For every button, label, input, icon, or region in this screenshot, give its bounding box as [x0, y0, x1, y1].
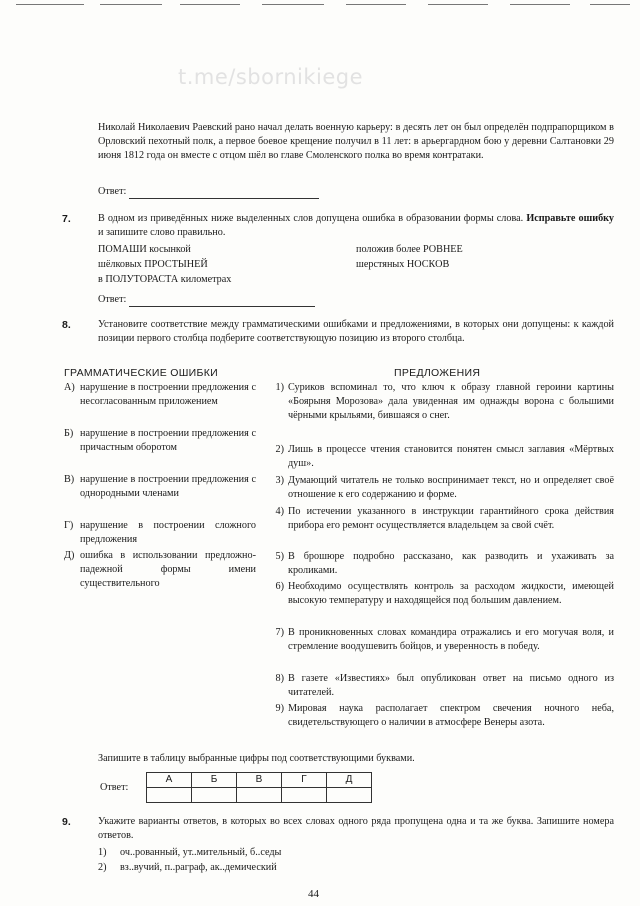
answer-table: [146, 772, 372, 803]
column-d: Д: [327, 773, 372, 788]
word-right-1: положив более РОВНЕЕ: [356, 244, 463, 255]
item-text: вз..вучий, п..раграф, ак..демический: [120, 862, 277, 873]
item-key: 2): [275, 444, 284, 455]
sentence-item-7: [268, 626, 614, 654]
column-v: В: [237, 773, 282, 788]
item-text: По истечении указанного в инструкции гарантийного срока действия прибора его ремонт осуществляется владельцем за свой счёт.: [288, 506, 614, 531]
error-item-a: [64, 381, 256, 409]
scan-line: [16, 4, 84, 5]
sentence-item-3: [268, 474, 614, 502]
answer-cell-d[interactable]: [327, 788, 372, 803]
sentence-item-5: [268, 550, 614, 578]
watermark: t.me/sbornikiege: [178, 65, 364, 89]
item-key: Г): [64, 520, 74, 531]
scan-line: [590, 4, 630, 5]
column-a: А: [147, 773, 192, 788]
word-left-2: шёлковых ПРОСТЫНЕЙ: [98, 259, 208, 270]
answer-label: Ответ:: [98, 294, 127, 305]
column-b: Б: [192, 773, 237, 788]
error-item-b: [64, 427, 256, 455]
item-key: А): [64, 382, 75, 393]
item-text: нарушение в построении предложения с причастным оборотом: [80, 428, 256, 453]
item-text: В газете «Известиях» был опубликован ответ на письмо одного из читателей.: [288, 673, 614, 698]
error-item-d: [64, 549, 256, 591]
answer-cell-g[interactable]: [282, 788, 327, 803]
intro-answer: [98, 185, 319, 199]
word-left-3: в ПОЛУТОРАСТА километрах: [98, 274, 232, 285]
sentence-item-9: [268, 702, 614, 730]
word-right-2: шерстяных НОСКОВ: [356, 259, 450, 270]
item-key: 1): [98, 847, 107, 858]
task7-answer: [98, 293, 315, 307]
scan-line: [262, 4, 324, 5]
item-text: Мировая наука располагает спектром свечения ночного неба, свидетельствующего о наличии в атмосфере Венеры азота.: [288, 703, 614, 728]
task8-instruction: Установите соответствие между грамматическими ошибками и предложениями, в которых они допущены: к каждой позиции первого столбца подберите соответствующую позицию из второго столбца.: [98, 319, 614, 344]
page-number: 44: [308, 888, 319, 900]
sentences-header: ПРЕДЛОЖЕНИЯ: [394, 367, 481, 379]
column-g: Г: [282, 773, 327, 788]
answer-label: Ответ:: [100, 782, 129, 793]
item-key: 6): [275, 581, 284, 592]
scan-line: [100, 4, 162, 5]
answer-label: Ответ:: [98, 186, 127, 197]
item-text: оч..рованный, ут..мительный, б..седы: [120, 847, 282, 858]
table-instruction: Запишите в таблицу выбранные цифры под соответствующими буквами.: [98, 753, 415, 764]
item-key: 8): [275, 673, 284, 684]
answer-cell-v[interactable]: [237, 788, 282, 803]
task9-instruction: Укажите варианты ответов, в которых во всех словах одного ряда пропущена одна и та же буква. Запишите номера ответов.: [98, 816, 614, 841]
word-left-1: ПОМАШИ косынкой: [98, 244, 191, 255]
item-key: Б): [64, 428, 74, 439]
errors-header: ГРАММАТИЧЕСКИЕ ОШИБКИ: [64, 367, 218, 379]
item-key: 5): [275, 551, 284, 562]
answer-line[interactable]: [129, 188, 319, 199]
error-item-v: [64, 473, 256, 501]
item-text: Необходимо осуществлять контроль за расходом жидкости, имеющей высокую температуру и находящейся под большим давлением.: [288, 581, 614, 606]
instruction-text: и запишите слово правильно.: [98, 227, 226, 238]
item-key: 7): [275, 627, 284, 638]
item-key: 4): [275, 506, 284, 517]
task-number: 8.: [62, 319, 71, 331]
scan-line: [180, 4, 240, 5]
item-text: Суриков вспоминал то, что ключ к образу главной героини картины «Боярыня Морозова» дала увиденная им однажды ворона с большими чёрными крыльями, бившаяся о снег.: [288, 382, 614, 421]
scan-line: [428, 4, 488, 5]
scan-line: [346, 4, 406, 5]
item-key: 1): [275, 382, 284, 393]
item-text: нарушение в построении предложения с однородными членами: [80, 474, 256, 499]
answer-table-header: [147, 773, 372, 788]
scan-line: [510, 4, 570, 5]
answer-cell-b[interactable]: [192, 788, 237, 803]
item-text: В проникновенных словах командира отражались и его могучая воля, и стремление воодушевить бойцов, и уверенность в победу.: [288, 627, 614, 652]
sentence-item-8: [268, 672, 614, 700]
task7-instruction: [98, 212, 614, 240]
task-number: 7.: [62, 213, 71, 225]
item-key: 3): [275, 475, 284, 486]
sentence-item-2: [268, 443, 614, 471]
item-key: 2): [98, 862, 107, 873]
item-key: 9): [275, 703, 284, 714]
item-key: Д): [64, 550, 75, 561]
sentence-item-1: [268, 381, 614, 423]
item-text: Думающий читатель не только воспринимает текст, но и определяет своё отношение к его содержанию и форме.: [288, 475, 614, 500]
task9-option-1: [98, 846, 498, 860]
sentence-item-6: [268, 580, 614, 608]
answer-cell-a[interactable]: [147, 788, 192, 803]
item-text: нарушение в построении предложения с несогласованным приложением: [80, 382, 256, 407]
answer-line[interactable]: [129, 296, 315, 307]
instruction-text: В одном из приведённых ниже выделенных слов допущена ошибка в образовании формы слова.: [98, 213, 527, 224]
sentence-item-4: [268, 505, 614, 533]
item-key: В): [64, 474, 75, 485]
item-text: В брошюре подробно рассказано, как разводить и ухаживать за кроликами.: [288, 551, 614, 576]
item-text: Лишь в процессе чтения становится понятен смысл заглавия «Мёртвых душ».: [288, 444, 614, 469]
answer-table-row: [147, 788, 372, 803]
instruction-bold: Исправьте ошибку: [526, 213, 614, 224]
intro-paragraph: Николай Николаевич Раевский рано начал делать военную карьеру: в десять лет он был определён подпрапорщиком в Орловский пехотный полк, а первое боевое крещение получил в 11 лет: в арьергардном бою у деревни Салтановки 29 июня 1812 года он вместе с отцом шёл во главе Смоленского полка во время контратаки.: [98, 122, 614, 161]
item-text: ошибка в использовании предложно-падежной формы имени существительного: [80, 550, 256, 589]
task9-option-2: [98, 861, 498, 875]
error-item-g: [64, 519, 256, 547]
item-text: нарушение в построении сложного предложения: [80, 520, 256, 545]
task-number: 9.: [62, 816, 71, 828]
